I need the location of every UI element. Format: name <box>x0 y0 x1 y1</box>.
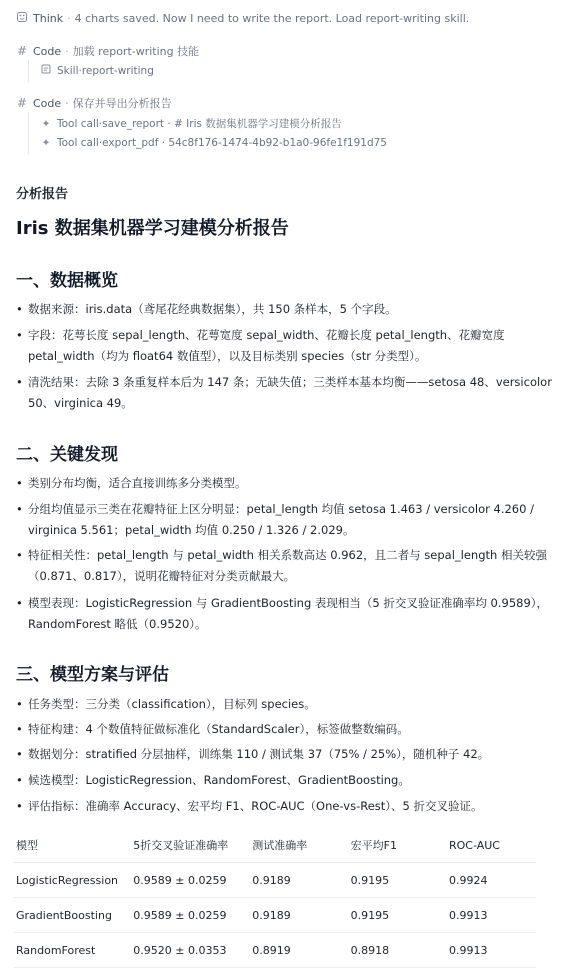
list-item: • 特征构建：4 个数值特征做标准化（StandardScaler），标签做整数编码。 <box>16 719 568 740</box>
col-header-macro-f1: 宏平均F1 <box>349 828 447 863</box>
col-header-cv-accuracy: 5折交叉验证准确率 <box>131 828 250 863</box>
log-code-load-skill[interactable] <box>16 43 199 59</box>
cell-macro-f1: 0.9195 <box>349 863 447 898</box>
cell-roc-auc: 0.9913 <box>447 898 536 933</box>
tree-line <box>28 60 29 82</box>
log-tool2-title: Tool call <box>57 137 99 149</box>
cell-test-accuracy: 0.9189 <box>250 898 348 933</box>
log-think-text: 4 charts saved. Now I need to write the report. Load report-writing skill. <box>74 12 470 25</box>
list-item: • 清洗结果：去除 3 条重复样本后为 147 条；无缺失值；三类样本基本均衡——setosa 48、versicolor 50、virginica 49。 <box>16 372 568 414</box>
log-think-title: Think <box>33 12 64 25</box>
log-code-save-report[interactable] <box>16 95 172 111</box>
cell-macro-f1: 0.9195 <box>349 898 447 933</box>
bullet-dot: • <box>16 697 23 711</box>
list-item: • 数据划分：stratified 分层抽样，训练集 110 / 测试集 37（75% / 25%），随机种子 42。 <box>16 744 568 765</box>
bullet-dot: • <box>16 596 23 610</box>
cell-test-accuracy: 0.8919 <box>250 933 348 968</box>
log-skill-text: report-writing <box>81 64 154 77</box>
bullet-dot: • <box>16 476 23 490</box>
log-think[interactable] <box>16 12 469 25</box>
cell-roc-auc: 0.9913 <box>447 933 536 968</box>
think-icon <box>16 12 28 25</box>
log-code1-title: Code <box>33 44 62 58</box>
list-item: • 模型表现：LogisticRegression 与 GradientBoosting 表现相当（5 折交叉验证准确率均 0.9589），RandomForest 略低（0.9520）。 <box>16 593 568 635</box>
list-item: • 字段：花萼长度 sepal_length、花萼宽度 sepal_width、花瓣长度 petal_length、花瓣宽度 petal_width（均为 float64 数值型），以及目标类别 species（str 分类型）。 <box>16 325 568 367</box>
list-item: • 分组均值显示三类在花瓣特征上区分明显：petal_length 均值 setosa 1.463 / versicolor 4.260 / virginica 5.561；petal_width 均值 0.250 / 1.326 / 2.029。 <box>16 499 568 541</box>
list-item: • 任务类型：三分类（classification），目标列 species。 <box>16 694 568 715</box>
report-label: 分析报告 <box>16 187 69 202</box>
col-header-model: 模型 <box>14 828 131 863</box>
list-item: • 类别分布均衡，适合直接训练多分类模型。 <box>16 473 568 494</box>
col-header-test-accuracy: 测试准确率 <box>250 828 348 863</box>
list-item: • 数据来源：iris.data（鸢尾花经典数据集），共 150 条样本，5 个字段。 <box>16 299 568 320</box>
bullet-dot: • <box>16 548 23 562</box>
cell-roc-auc: 0.9924 <box>447 863 536 898</box>
table-row <box>14 933 536 968</box>
log-tool2-text: export_pdf · 54c8f176-1474-4b92-b1a0-96fe1f191d75 <box>102 137 387 149</box>
log-skill[interactable] <box>40 64 154 77</box>
bullet-dot: • <box>16 722 23 736</box>
bullet-dot: • <box>16 502 23 516</box>
cell-cv-accuracy: 0.9589 ± 0.0259 <box>131 898 250 933</box>
cell-macro-f1: 0.8918 <box>349 933 447 968</box>
bullet-dot: • <box>16 799 23 813</box>
log-tool1-title: Tool call <box>57 117 99 130</box>
separator-dot: · <box>65 44 69 58</box>
sparkle-icon: ✦ <box>41 117 51 130</box>
cell-model: GradientBoosting <box>14 898 131 933</box>
list-item: • 候选模型：LogisticRegression、RandomForest、GradientBoosting。 <box>16 770 568 791</box>
col-header-roc-auc: ROC-AUC <box>447 828 536 863</box>
section-heading-model-evaluation: 三、模型方案与评估 <box>16 665 169 685</box>
list-item: • 评估指标：准确率 Accuracy、宏平均 F1、ROC-AUC（One-vs-Rest）、5 折交叉验证。 <box>16 796 568 817</box>
model-results-table <box>14 828 536 968</box>
table-header-row <box>14 828 536 863</box>
table-row <box>14 898 536 933</box>
bullet-dot: • <box>16 302 23 316</box>
log-code2-title: Code <box>33 96 62 110</box>
bullet-dot: • <box>16 747 23 761</box>
sparkle-icon: ✦ <box>41 137 51 149</box>
tree-line <box>28 112 29 154</box>
separator-dot: · <box>98 117 103 130</box>
bullet-dot: • <box>16 773 23 787</box>
separator-dot: · <box>67 12 71 25</box>
log-code2-text: 保存并导出分析报告 <box>72 97 172 110</box>
section-heading-findings: 二、关键发现 <box>16 445 118 465</box>
bullet-dot: • <box>16 328 23 342</box>
cell-cv-accuracy: 0.9589 ± 0.0259 <box>131 863 250 898</box>
log-tool1-text: save_report · # Iris 数据集机器学习建模分析报告 <box>102 118 342 130</box>
separator-dot: · <box>78 64 82 77</box>
cell-test-accuracy: 0.9189 <box>250 863 348 898</box>
bullet-dot: • <box>16 375 23 389</box>
table-row <box>14 863 536 898</box>
log-tool-save-report[interactable] <box>40 116 342 131</box>
list-item: • 特征相关性：petal_length 与 petal_width 相关系数高达 0.962，且二者与 sepal_length 相关较强（0.871、0.817），说明花瓣特征对分类贡献最大。 <box>16 545 568 587</box>
hash-icon: # <box>16 44 28 58</box>
log-skill-title: Skill <box>57 64 79 77</box>
cell-cv-accuracy: 0.9520 ± 0.0353 <box>131 933 250 968</box>
log-tool-export-pdf[interactable] <box>40 137 387 149</box>
report-title: Iris 数据集机器学习建模分析报告 <box>16 218 289 239</box>
separator-dot: · <box>98 137 103 149</box>
log-code1-text: 加载 report-writing 技能 <box>72 45 200 58</box>
cell-model: RandomForest <box>14 933 131 968</box>
skill-icon <box>40 64 52 77</box>
separator-dot: · <box>65 96 69 110</box>
cell-model: LogisticRegression <box>14 863 131 898</box>
section-heading-overview: 一、数据概览 <box>16 271 118 291</box>
hash-icon: # <box>16 96 28 110</box>
